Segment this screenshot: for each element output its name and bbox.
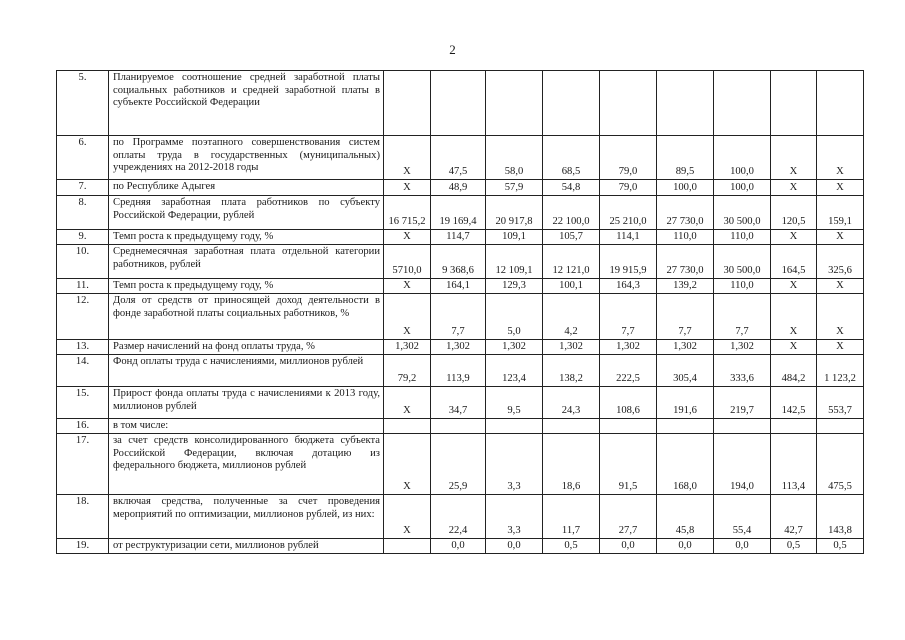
row-number: 7. xyxy=(57,180,109,196)
value-cell: 120,5 xyxy=(771,196,817,230)
row-description: Размер начислений на фонд оплаты труда, % xyxy=(109,340,384,355)
row-description: включая средства, полученные за счет проведения мероприятий по оптимизации, миллионов рублей, из них: xyxy=(109,495,384,539)
row-number: 16. xyxy=(57,419,109,434)
row-number: 15. xyxy=(57,387,109,419)
row-description: Средняя заработная плата работников по субъекту Российской Федерации, рублей xyxy=(109,196,384,230)
row-number: 19. xyxy=(57,539,109,554)
value-cell xyxy=(817,71,864,136)
value-cell: 305,4 xyxy=(657,355,714,387)
page-number: 2 xyxy=(449,42,456,57)
row-number: 14. xyxy=(57,355,109,387)
value-cell: Х xyxy=(771,294,817,340)
value-cell: 30 500,0 xyxy=(714,245,771,279)
value-cell: 1,302 xyxy=(384,340,431,355)
value-cell: 24,3 xyxy=(543,387,600,419)
value-cell: 7,7 xyxy=(714,294,771,340)
value-cell xyxy=(431,419,486,434)
value-cell: 0,5 xyxy=(543,539,600,554)
value-cell: Х xyxy=(817,136,864,180)
value-cell: 194,0 xyxy=(714,434,771,495)
value-cell: 484,2 xyxy=(771,355,817,387)
value-cell: 27 730,0 xyxy=(657,245,714,279)
table-row xyxy=(57,230,864,245)
value-cell: 114,1 xyxy=(600,230,657,245)
value-cell: 164,1 xyxy=(431,279,486,294)
value-cell xyxy=(714,71,771,136)
value-cell: 1,302 xyxy=(714,340,771,355)
value-cell: 109,1 xyxy=(486,230,543,245)
value-cell: 1,302 xyxy=(486,340,543,355)
row-description: Фонд оплаты труда с начислениями, миллионов рублей xyxy=(109,355,384,387)
value-cell: 138,2 xyxy=(543,355,600,387)
value-cell: 139,2 xyxy=(657,279,714,294)
value-cell: Х xyxy=(771,136,817,180)
value-cell: 222,5 xyxy=(600,355,657,387)
value-cell: 475,5 xyxy=(817,434,864,495)
value-cell: 110,0 xyxy=(657,230,714,245)
value-cell: 12 121,0 xyxy=(543,245,600,279)
value-cell: 27 730,0 xyxy=(657,196,714,230)
value-cell: 110,0 xyxy=(714,279,771,294)
value-cell: Х xyxy=(817,230,864,245)
value-cell: 168,0 xyxy=(657,434,714,495)
value-cell xyxy=(486,71,543,136)
value-cell: 79,0 xyxy=(600,136,657,180)
value-cell: 553,7 xyxy=(817,387,864,419)
table-row xyxy=(57,539,864,554)
row-description: в том числе: xyxy=(109,419,384,434)
row-description: Темп роста к предыдущему году, % xyxy=(109,279,384,294)
value-cell: 42,7 xyxy=(771,495,817,539)
value-cell xyxy=(657,71,714,136)
value-cell xyxy=(543,419,600,434)
value-cell: 12 109,1 xyxy=(486,245,543,279)
value-cell: 142,5 xyxy=(771,387,817,419)
value-cell: 100,0 xyxy=(714,136,771,180)
value-cell: 3,3 xyxy=(486,495,543,539)
indicator-table xyxy=(56,70,864,554)
row-description: по Республике Адыгея xyxy=(109,180,384,196)
value-cell: 0,0 xyxy=(714,539,771,554)
value-cell: 7,7 xyxy=(431,294,486,340)
table-row xyxy=(57,419,864,434)
value-cell: Х xyxy=(384,495,431,539)
value-cell xyxy=(486,419,543,434)
table-row xyxy=(57,245,864,279)
value-cell xyxy=(600,419,657,434)
row-number: 18. xyxy=(57,495,109,539)
value-cell: 0,5 xyxy=(771,539,817,554)
table-row xyxy=(57,434,864,495)
value-cell: 108,6 xyxy=(600,387,657,419)
value-cell: 20 917,8 xyxy=(486,196,543,230)
row-number: 10. xyxy=(57,245,109,279)
value-cell: 123,4 xyxy=(486,355,543,387)
row-number: 12. xyxy=(57,294,109,340)
value-cell: 55,4 xyxy=(714,495,771,539)
value-cell: Х xyxy=(817,294,864,340)
value-cell: 129,3 xyxy=(486,279,543,294)
table-row xyxy=(57,279,864,294)
value-cell: 1,302 xyxy=(657,340,714,355)
value-cell xyxy=(600,71,657,136)
value-cell: 0,0 xyxy=(600,539,657,554)
row-description: Среднемесячная заработная плата отдельной категории работников, рублей xyxy=(109,245,384,279)
value-cell: 89,5 xyxy=(657,136,714,180)
row-description: Прирост фонда оплаты труда с начислениями к 2013 году, миллионов рублей xyxy=(109,387,384,419)
value-cell: 57,9 xyxy=(486,180,543,196)
value-cell: Х xyxy=(384,136,431,180)
value-cell: 100,1 xyxy=(543,279,600,294)
row-description: Темп роста к предыдущему году, % xyxy=(109,230,384,245)
value-cell: 79,2 xyxy=(384,355,431,387)
value-cell: 22,4 xyxy=(431,495,486,539)
value-cell: 11,7 xyxy=(543,495,600,539)
value-cell: 1,302 xyxy=(431,340,486,355)
value-cell xyxy=(657,419,714,434)
value-cell: 27,7 xyxy=(600,495,657,539)
table-row xyxy=(57,340,864,355)
value-cell: 4,2 xyxy=(543,294,600,340)
row-description: от реструктуризации сети, миллионов рублей xyxy=(109,539,384,554)
value-cell: 58,0 xyxy=(486,136,543,180)
value-cell: 16 715,2 xyxy=(384,196,431,230)
table-row xyxy=(57,196,864,230)
value-cell: 68,5 xyxy=(543,136,600,180)
value-cell: 114,7 xyxy=(431,230,486,245)
value-cell: Х xyxy=(384,230,431,245)
value-cell: 18,6 xyxy=(543,434,600,495)
value-cell xyxy=(384,539,431,554)
value-cell: 48,9 xyxy=(431,180,486,196)
row-description: по Программе поэтапного совершенствования систем оплаты труда в государственных (муниципальных) учреждениях на 2012-2018 годы xyxy=(109,136,384,180)
row-description: за счет средств консолидированного бюджета субъекта Российской Федерации, включая дотацию из федерального бюджета, миллионов рублей xyxy=(109,434,384,495)
value-cell: Х xyxy=(771,180,817,196)
row-number: 8. xyxy=(57,196,109,230)
value-cell: Х xyxy=(771,230,817,245)
value-cell: 30 500,0 xyxy=(714,196,771,230)
row-number: 9. xyxy=(57,230,109,245)
row-number: 13. xyxy=(57,340,109,355)
value-cell: 7,7 xyxy=(657,294,714,340)
table-row xyxy=(57,71,864,136)
row-number: 6. xyxy=(57,136,109,180)
value-cell: 79,0 xyxy=(600,180,657,196)
value-cell: 91,5 xyxy=(600,434,657,495)
value-cell: 1,302 xyxy=(600,340,657,355)
value-cell: 5710,0 xyxy=(384,245,431,279)
value-cell xyxy=(771,71,817,136)
table-row xyxy=(57,387,864,419)
value-cell: 1,302 xyxy=(543,340,600,355)
value-cell: 333,6 xyxy=(714,355,771,387)
table-row xyxy=(57,136,864,180)
value-cell: 110,0 xyxy=(714,230,771,245)
value-cell: 47,5 xyxy=(431,136,486,180)
value-cell: 143,8 xyxy=(817,495,864,539)
value-cell: 5,0 xyxy=(486,294,543,340)
value-cell: 0,0 xyxy=(431,539,486,554)
row-number: 11. xyxy=(57,279,109,294)
value-cell: Х xyxy=(817,340,864,355)
value-cell: 22 100,0 xyxy=(543,196,600,230)
value-cell: 325,6 xyxy=(817,245,864,279)
value-cell: Х xyxy=(817,180,864,196)
value-cell: Х xyxy=(817,279,864,294)
value-cell: 9 368,6 xyxy=(431,245,486,279)
value-cell: Х xyxy=(384,294,431,340)
value-cell: 0,0 xyxy=(486,539,543,554)
value-cell: 164,3 xyxy=(600,279,657,294)
row-number: 17. xyxy=(57,434,109,495)
value-cell: 164,5 xyxy=(771,245,817,279)
value-cell: 105,7 xyxy=(543,230,600,245)
value-cell: 159,1 xyxy=(817,196,864,230)
value-cell: 34,7 xyxy=(431,387,486,419)
value-cell: 191,6 xyxy=(657,387,714,419)
value-cell: 113,4 xyxy=(771,434,817,495)
value-cell xyxy=(384,419,431,434)
value-cell: 113,9 xyxy=(431,355,486,387)
value-cell: 25 210,0 xyxy=(600,196,657,230)
value-cell: 3,3 xyxy=(486,434,543,495)
table-row xyxy=(57,180,864,196)
value-cell: 0,5 xyxy=(817,539,864,554)
value-cell: Х xyxy=(771,340,817,355)
value-cell: Х xyxy=(384,387,431,419)
value-cell xyxy=(384,71,431,136)
value-cell: 7,7 xyxy=(600,294,657,340)
table-row xyxy=(57,495,864,539)
value-cell: 1 123,2 xyxy=(817,355,864,387)
value-cell: 19 169,4 xyxy=(431,196,486,230)
value-cell: Х xyxy=(384,180,431,196)
row-number: 5. xyxy=(57,71,109,136)
value-cell: 19 915,9 xyxy=(600,245,657,279)
value-cell xyxy=(543,71,600,136)
value-cell: 45,8 xyxy=(657,495,714,539)
table-body xyxy=(57,71,864,554)
value-cell: 9,5 xyxy=(486,387,543,419)
value-cell xyxy=(817,419,864,434)
value-cell: Х xyxy=(384,279,431,294)
value-cell: 100,0 xyxy=(657,180,714,196)
value-cell: Х xyxy=(384,434,431,495)
value-cell xyxy=(771,419,817,434)
row-description: Планируемое соотношение средней заработной платы социальных работников и средней заработной платы в субъекте Российской Федерации xyxy=(109,71,384,136)
value-cell: Х xyxy=(771,279,817,294)
value-cell: 100,0 xyxy=(714,180,771,196)
value-cell: 54,8 xyxy=(543,180,600,196)
value-cell xyxy=(714,419,771,434)
table-row xyxy=(57,355,864,387)
value-cell: 219,7 xyxy=(714,387,771,419)
row-description: Доля от средств от приносящей доход деятельности в фонде заработной платы социальных работников, % xyxy=(109,294,384,340)
table-row xyxy=(57,294,864,340)
value-cell xyxy=(431,71,486,136)
value-cell: 25,9 xyxy=(431,434,486,495)
value-cell: 0,0 xyxy=(657,539,714,554)
